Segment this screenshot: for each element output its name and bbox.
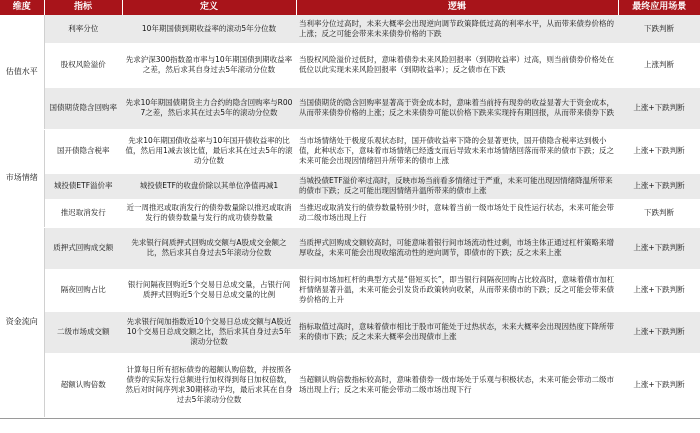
logic-cell: 银行间市场加杠杆的典型方式是“借短买长”，即当银行间隔夜回购占比较高时，意味着债市加杠杆情绪显著升温，未来可能会引发货币政策转向收紧，从而带来债市的下跌；反之可能会带来债券价格的上升 [296, 269, 618, 311]
scenario-cell: 下跌判断 [618, 199, 700, 227]
table-row [0, 311, 700, 353]
logic-cell: 当市场情绪处于极度乐观状态时，国开债收益率下降的会显著更快，国开债隐含税率达到极小值，此种状态下，意味着市场情绪已经透支而后导致未来市场情绪回落而带来的债市下跌；反之未来可能会出现因情绪回升所带来的债市上涨 [296, 129, 618, 173]
indicator-cell: 质押式回购成交额 [44, 227, 122, 269]
table-row [0, 87, 700, 129]
table-row [0, 15, 700, 43]
scenario-cell: 上涨+下跌判断 [618, 311, 700, 353]
indicator-cell: 利率分位 [44, 15, 122, 43]
indicator-cell: 推迟取消发行 [44, 199, 122, 227]
definition-cell: 先求银行间质押式回购成交额与A股成交金额之比，然后求其自身过去5年滚动分位数 [122, 227, 296, 269]
dimension-capital-flow: 资金流向 [0, 227, 44, 417]
logic-cell: 当股权风险溢价过低时，意味着债券未来风险回报率（到期收益率）过高，则当前债券价格处在低位以此实现未来风险回报率（到期收益率）；反之债市在下跌 [296, 43, 618, 87]
indicator-cell: 国开债隐含税率 [44, 129, 122, 173]
table-row [0, 269, 700, 311]
scenario-cell: 上涨+下跌判断 [618, 87, 700, 129]
scenario-cell: 上涨+下跌判断 [618, 269, 700, 311]
logic-cell: 当超额认购倍数指标较高时，意味着债券一级市场处于乐观与积极状态，未来可能会带动二级市场出现上行；反之未来可能会带动二级市场出现下行 [296, 353, 618, 417]
definition-cell: 银行间隔夜回购近5个交易日总成交量，占银行间质押式回购近5个交易日总成交量的比例 [122, 269, 296, 311]
logic-cell: 当国债期货的隐含回购率显著高于资金成本时，意味着当前持有现券的收益显著大于资金成本，从而带来债券价格的上涨；反之未来债券可能以价格下跌来实现持有期回报，从而带来债券下跌 [296, 87, 618, 129]
table-row [0, 129, 700, 173]
scenario-cell: 上涨+下跌判断 [618, 173, 700, 199]
scenario-cell: 上涨+下跌判断 [618, 353, 700, 417]
table-row [0, 227, 700, 269]
dimension-sentiment: 市场情绪 [0, 129, 44, 227]
table-row [0, 353, 700, 417]
header-definition: 定义 [122, 0, 296, 15]
scenario-cell: 上涨判断 [618, 43, 700, 87]
logic-cell: 当利率分位过高时，未来大概率会出现逆向调节政策降低过高的利率水平，从而带来债券价格的上涨；反之可能会带来未来债券价格的下跌 [296, 15, 618, 43]
logic-cell: 指标取值过高时，意味着债市相比于股市可能处于过热状态，未来大概率会出现因热度下降所带来的债市下跌；反之未来大概率会出现债市上涨 [296, 311, 618, 353]
header-dimension: 维度 [0, 0, 44, 15]
logic-cell: 当推迟或取消发行的债券数量特别少时，意味着当前一级市场处于良性运行状态，未来可能会带动二级市场出现上行 [296, 199, 618, 227]
definition-cell: 10年期国债到期收益率的滚动5年分位数 [122, 15, 296, 43]
dimension-valuation: 估值水平 [0, 15, 44, 129]
scenario-cell: 下跌判断 [618, 15, 700, 43]
definition-cell: 先求银行间加指数近10个交易日总成交额与A股近10个交易日总成交额之比，然后求其自身过去5年滚动分位数 [122, 311, 296, 353]
indicator-cell: 国债期货隐含回购率 [44, 87, 122, 129]
logic-cell: 当城投债ETF溢价率过高时，反映市场当前看多情绪过于严重，未来可能出现因情绪降温所带来的债市下跌；反之可能出现因情绪升温所带来的债市上涨 [296, 173, 618, 199]
indicator-cell: 城投债ETF溢价率 [44, 173, 122, 199]
table-row [0, 173, 700, 199]
definition-cell: 先求10年期国债收益率与10年国开债收益率的比值，然后用1减去该比值，最后求其在过去5年的滚动分位数 [122, 129, 296, 173]
indicator-cell: 二级市场成交额 [44, 311, 122, 353]
definition-cell: 城投债ETF的收盘价除以其单位净值再减1 [122, 173, 296, 199]
table-row [0, 43, 700, 87]
header-logic: 逻辑 [296, 0, 618, 15]
definition-cell: 先求沪深300指数盈市率与10年期国债到期收益率之差，然后求其自身过去5年滚动分位数 [122, 43, 296, 87]
header-scenario: 最终应用场景 [618, 0, 700, 15]
definition-cell: 近一周推迟或取消发行的债券数量除以推迟或取消发行的债券数量与发行的成功债券数量 [122, 199, 296, 227]
table-header-row [0, 0, 700, 15]
table-row [0, 199, 700, 227]
indicator-cell: 隔夜回购占比 [44, 269, 122, 311]
logic-cell: 当质押式回购成交额较高时，可能意味着银行间市场流动性过剩，市场主体正通过杠杆策略来增厚收益，未来可能会出现收缩流动性的逆向调节，即债市的下跌；反之未来上涨 [296, 227, 618, 269]
definition-cell: 先求10年期国债期货主力合约的隐含回购率与R007之差，然后求其在过去5年的滚动分位数 [122, 87, 296, 129]
table-bottom-rule [0, 418, 700, 419]
indicator-cell: 股权风险溢价 [44, 43, 122, 87]
header-indicator: 指标 [44, 0, 122, 15]
scenario-cell: 上涨+下跌判断 [618, 227, 700, 269]
definition-cell: 计算每日所有招标债券的超额认购倍数，并按照各债券的实际发行总额进行加权得到每日加权倍数，然后对时间序列求30期移动平均，最后求其在自身过去5年滚动分位数 [122, 353, 296, 417]
scenario-cell: 上涨+下跌判断 [618, 129, 700, 173]
indicator-cell: 超额认购倍数 [44, 353, 122, 417]
